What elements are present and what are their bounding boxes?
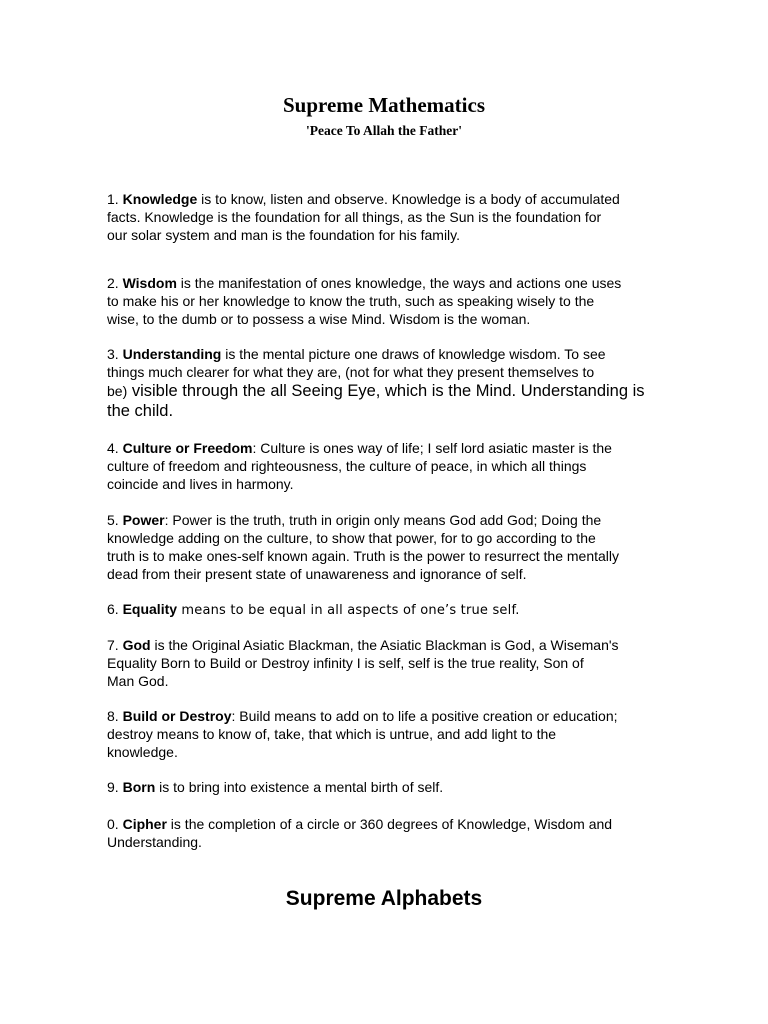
- item-text: things much clearer for what they are, (not for what they present themselves to: [107, 364, 595, 380]
- item-term: Build or Destroy: [122, 708, 232, 724]
- page-subtitle: 'Peace To Allah the Father': [306, 123, 462, 138]
- item-text: Equality Born to Build or Destroy infinity I is self, self is the true reality, Son of: [107, 655, 584, 671]
- item-text: : Culture is ones way of life; I self lord asiatic master is the: [252, 440, 612, 456]
- list-item-god: [107, 636, 667, 690]
- item-text: : Build means to add on to life a positive creation or education;: [231, 708, 618, 724]
- item-term: Knowledge: [122, 191, 198, 207]
- item-text: facts. Knowledge is the foundation for all things, as the Sun is the foundation for: [107, 209, 602, 225]
- item-text: the child.: [107, 402, 174, 420]
- item-number: 3.: [107, 346, 123, 362]
- list-item-cipher: [107, 815, 667, 851]
- item-number: 2.: [107, 275, 123, 291]
- item-number: 1.: [107, 191, 123, 207]
- item-term: Culture or Freedom: [122, 440, 253, 456]
- item-text: coincide and lives in harmony.: [107, 476, 294, 492]
- item-text: is the Original Asiatic Blackman, the Asiatic Blackman is God, a Wiseman's: [150, 637, 619, 653]
- item-text: our solar system and man is the foundation for his family.: [107, 227, 461, 243]
- list-item-wisdom: [107, 274, 667, 328]
- item-text: truth is to make ones-self known again. Truth is the power to resurrect the mentally: [107, 548, 620, 564]
- item-term: Wisdom: [122, 275, 177, 291]
- item-text: culture of freedom and righteousness, the culture of peace, in which all things: [107, 458, 587, 474]
- item-term: God: [122, 637, 151, 653]
- item-text: is to bring into existence a mental birth of self.: [155, 779, 444, 795]
- item-text: visible through the all Seeing Eye, which is the Mind. Understanding is: [127, 382, 645, 400]
- item-text: be): [107, 383, 128, 399]
- item-text: is the mental picture one draws of knowledge wisdom. To see: [221, 346, 606, 362]
- list-item-equality: [107, 600, 667, 620]
- list-item-build-or-destroy: [107, 707, 667, 761]
- section-heading: Supreme Alphabets: [285, 887, 483, 910]
- item-text: to make his or her knowledge to know the truth, such as speaking wisely to the: [107, 293, 595, 309]
- item-text: is the completion of a circle or 360 degrees of Knowledge, Wisdom and: [166, 816, 613, 832]
- item-number: 8.: [107, 708, 123, 724]
- item-number: 4.: [107, 440, 123, 456]
- item-text: wise, to the dumb or to possess a wise Mind. Wisdom is the woman.: [107, 311, 531, 327]
- item-term: Understanding: [122, 346, 222, 362]
- item-text: Man God.: [107, 673, 169, 689]
- list-item-power: [107, 511, 667, 583]
- item-text: is the manifestation of ones knowledge, the ways and actions one uses: [176, 275, 622, 291]
- item-number: 5.: [107, 512, 123, 528]
- item-text: means to be equal in all aspects of one’s true self.: [177, 603, 520, 618]
- item-term: Born: [122, 779, 156, 795]
- page-title: Supreme Mathematics: [283, 93, 485, 117]
- list-item-understanding: [107, 345, 667, 421]
- item-text: : Power is the truth, truth in origin only means God add God; Doing the: [164, 512, 602, 528]
- item-text: knowledge.: [107, 744, 178, 760]
- item-text: Understanding.: [107, 834, 202, 850]
- item-number: 6.: [107, 601, 123, 617]
- list-item-culture-or-freedom: [107, 439, 667, 493]
- item-text: destroy means to know of, take, that which is untrue, and add light to the: [107, 726, 557, 742]
- list-item-knowledge: [107, 190, 667, 244]
- list-item-born: [107, 778, 667, 796]
- item-term: Power: [122, 512, 165, 528]
- item-number: 9.: [107, 779, 123, 795]
- item-text: dead from their present state of unawareness and ignorance of self.: [107, 566, 527, 582]
- item-number: 0.: [107, 816, 123, 832]
- item-term: Equality: [122, 601, 178, 617]
- item-number: 7.: [107, 637, 123, 653]
- item-term: Cipher: [122, 816, 167, 832]
- item-text: knowledge adding on the culture, to show that power, for to go according to the: [107, 530, 596, 546]
- item-text: is to know, listen and observe. Knowledge is a body of accumulated: [197, 191, 620, 207]
